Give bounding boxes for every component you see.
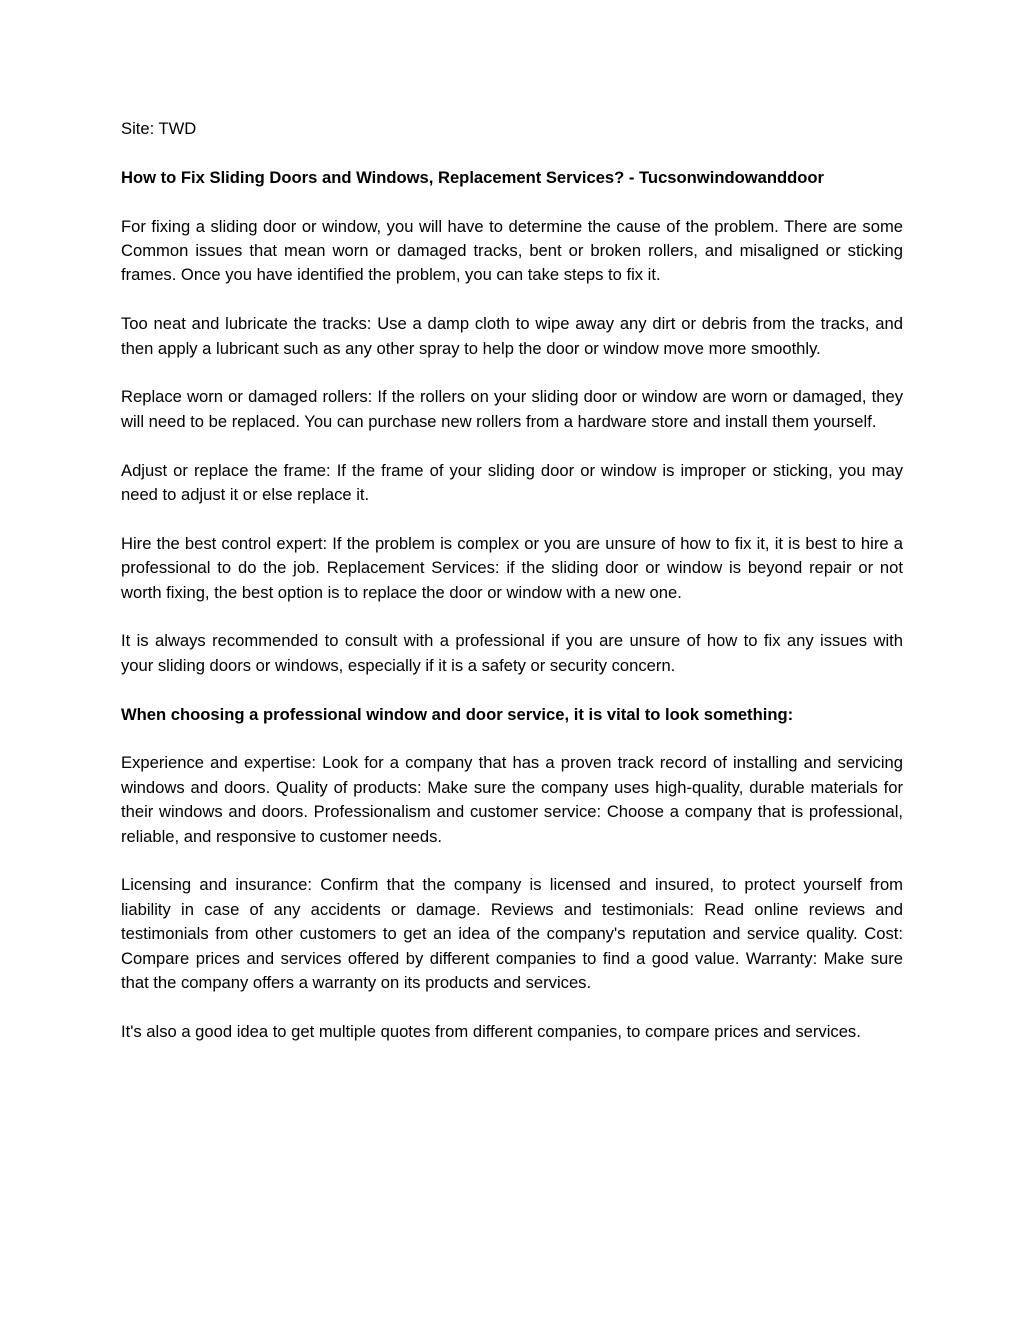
section-heading: When choosing a professional window and door service, it is vital to look something: <box>121 704 794 724</box>
document-title: How to Fix Sliding Doors and Windows, Replacement Services? - Tucsonwindowanddoor <box>121 167 824 187</box>
paragraph-hire-expert: Hire the best control expert: If the problem is complex or you are unsure of how to fix it, it is best to hire a professional to do the job. Replacement Services: if the sliding door or window is beyond repair or not worth fixing, the best option is to replace the door or window with a new one. <box>121 533 903 602</box>
paragraph-adjust-frame: Adjust or replace the frame: If the frame of your sliding door or window is improper or sticking, you may need to adjust it or else replace it. <box>121 460 903 505</box>
paragraph-quotes: It's also a good idea to get multiple quotes from different companies, to compare prices and services. <box>121 1021 861 1041</box>
paragraph-replace-rollers: Replace worn or damaged rollers: If the rollers on your sliding door or window are worn or damaged, they will need to be replaced. You can purchase new rollers from a hardware store and install them yourself. <box>121 387 903 431</box>
paragraph-intro: For fixing a sliding door or window, you will have to determine the cause of the problem. There are some Common issues that mean worn or damaged tracks, bent or broken rollers, and misaligned or sticking frames. Once you have identified the problem, you can take steps to fix it. <box>121 216 903 285</box>
paragraph-consult: It is always recommended to consult with a professional if you are unsure of how to fix any issues with your sliding doors or windows, especially if it is a safety or security concern. <box>121 631 903 675</box>
paragraph-experience: Experience and expertise: Look for a company that has a proven track record of installing and servicing windows and doors. Quality of products: Make sure the company uses high-quality, durable materials for their windows and doors. Professionalism and customer service: Choose a company that is professional, reliable, and responsive to customer needs. <box>121 753 903 846</box>
paragraph-clean-tracks: Too neat and lubricate the tracks: Use a damp cloth to wipe away any dirt or debris from the tracks, and then apply a lubricant such as any other spray to help the door or window move more smoothly. <box>121 314 903 358</box>
document-page <box>121 117 903 1069</box>
site-label: Site: TWD <box>121 119 197 138</box>
paragraph-licensing: Licensing and insurance: Confirm that the company is licensed and insured, to protect yourself from liability in case of any accidents or damage. Reviews and testimonials: Read online reviews and testimonials from other customers to get an idea of the company's reputation and service quality. Cost: Compare prices and services offered by different companies to find a good value. Warranty: Make sure that the company offers a warranty on its products and services. <box>121 875 903 993</box>
